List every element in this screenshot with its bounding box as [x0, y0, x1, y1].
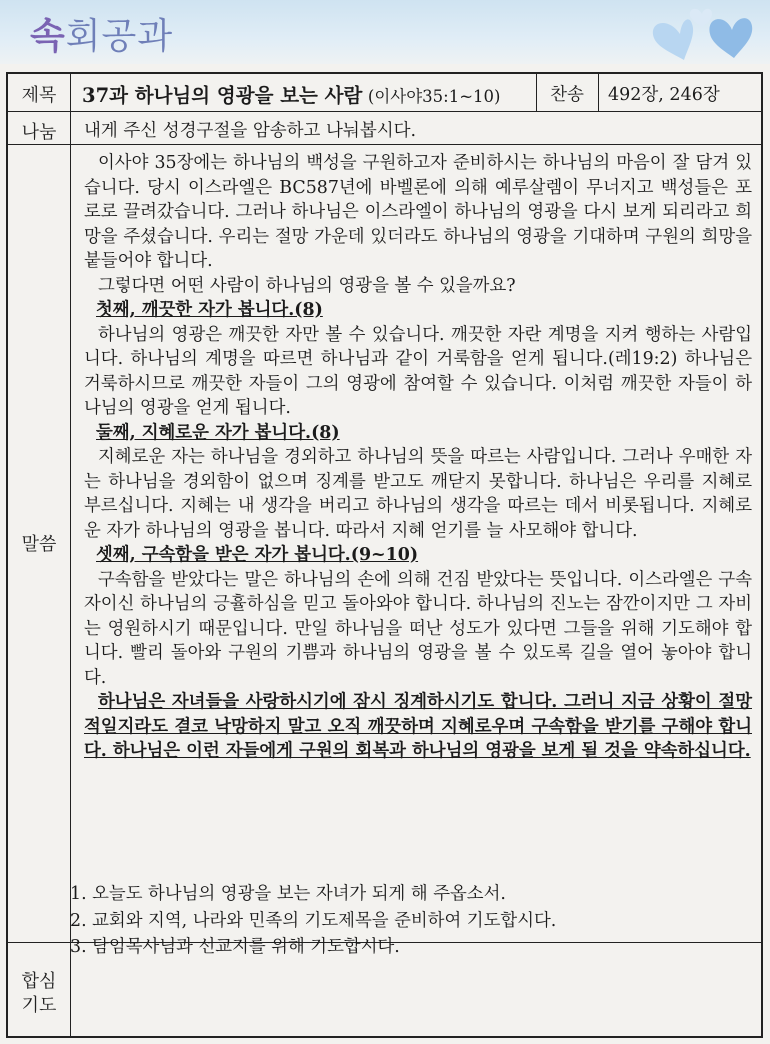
lesson-title-main: 37과 하나님의 영광을 보는 사람: [82, 84, 363, 107]
prayer-item: 3. 담임목사님과 선교지를 위해 기도합시다.: [70, 937, 400, 957]
point-heading: 둘째, 지혜로운 자가 봅니다.(8): [96, 422, 340, 443]
header-band: [0, 0, 770, 64]
sermon-body: [84, 151, 752, 764]
point-heading: 셋째, 구속함을 받은 자가 봅니다.(9~10): [96, 545, 419, 565]
scripture-reference: (이사야35:1~10): [367, 87, 501, 106]
hearts-decoration-icon: [640, 4, 760, 62]
hymn-label: 찬송: [550, 85, 584, 105]
prayer-label-line: 기도: [21, 995, 57, 1016]
prayer-item: 2. 교회와 지역, 나라와 민족의 기도제목을 준비하여 기도합시다.: [70, 910, 557, 931]
title-row-divider: [598, 74, 599, 111]
lesson-title: [82, 80, 501, 108]
hymn-numbers: 492장, 246장: [608, 85, 720, 105]
conclusion-paragraph: 하나님은 자녀들을 사랑하시기에 잠시 징계하시기도 합니다. 그러니 지금 상황이 절망적일지라도 결코 낙망하지 말고 오직 깨끗하며 지혜로우며 구속함을 받기를 구해야 합니다. 하나님은 이런 자들에게 구원의 회복과 하나님의 영광을 보게 될 것을 약속하십니다.: [84, 692, 752, 761]
prayer-label: [8, 970, 70, 1018]
share-text: 내게 주신 성경구절을 암송하고 나눠봅시다.: [84, 121, 417, 141]
row-divider: [8, 144, 761, 145]
question-paragraph: 그렇다면 어떤 사람이 하나님의 영광을 볼 수 있을까요?: [98, 275, 516, 296]
share-label: 나눔: [21, 122, 57, 143]
title-label: 제목: [21, 85, 57, 106]
point-paragraph: 하나님의 영광은 깨끗한 자만 볼 수 있습니다. 깨끗한 자란 계명을 지켜 행하는 사람입니다. 하나님의 계명을 따르면 하나님과 같이 거룩함을 얻게 됩니다.(레19:2) 하나님은 거룩하시므로 깨끗한 자들이 그의 영광에 참여할 수 있습니다. 이처럼 깨끗한 자들이 하나님의 영광을 얻게 됩니다.: [84, 324, 752, 418]
section-title-initial: 속: [30, 16, 66, 57]
point-paragraph: 지혜로운 자는 하나님을 경외하고 하나님의 뜻을 따르는 사람입니다. 그러나 우매한 자는 하나님을 경외함이 없으며 징계를 받고도 깨닫지 못합니다. 하나님은 우리를 지혜로 부르십니다. 지혜는 내 생각을 버리고 하나님의 생각을 따르는 데서 비롯됩니다. 지혜로운 자가 하나님의 영광을 봅니다. 따라서 지혜 얻기를 늘 사모해야 합니다.: [84, 447, 752, 541]
point-heading: 첫째, 깨끗한 자가 봅니다.(8): [96, 300, 323, 320]
row-divider: [8, 111, 761, 112]
section-title: [30, 8, 173, 59]
prayer-item: 1. 오늘도 하나님의 영광을 보는 자녀가 되게 해 주옵소서.: [70, 884, 506, 904]
word-label: 말씀: [21, 534, 57, 555]
prayer-label-line: 합심: [21, 971, 57, 992]
section-title-rest: 회공과: [65, 16, 174, 57]
point-paragraph: 구속함을 받았다는 말은 하나님의 손에 의해 건짐 받았다는 뜻입니다. 이스라엘은 구속자이신 하나님의 긍휼하심을 믿고 돌아와야 합니다. 하나님의 진노는 잠깐이지만 그 자비는 영원하시기 때문입니다. 만일 하나님을 떠난 성도가 있다면 그들을 위해 기도해야 합니다. 빨리 돌아와 구원의 기쁨과 하나님의 영광을 볼 수 있도록 길을 열어 놓아야 합니다.: [84, 569, 752, 688]
intro-paragraph: 이사야 35장에는 하나님의 백성을 구원하고자 준비하시는 하나님의 마음이 잘 담겨 있습니다. 당시 이스라엘은 BC587년에 바벨론에 의해 예루살렘이 무너지고 백성들은 포로로 끌려갔습니다. 그러나 하나님은 이스라엘이 하나님의 영광을 다시 보게 되리라고 희망을 주셨습니다. 우리는 절망 가운데 있더라도 하나님의 영광을 기대하며 구원의 희망을 붙들어야 합니다.: [84, 153, 752, 271]
prayer-list: [70, 881, 750, 961]
